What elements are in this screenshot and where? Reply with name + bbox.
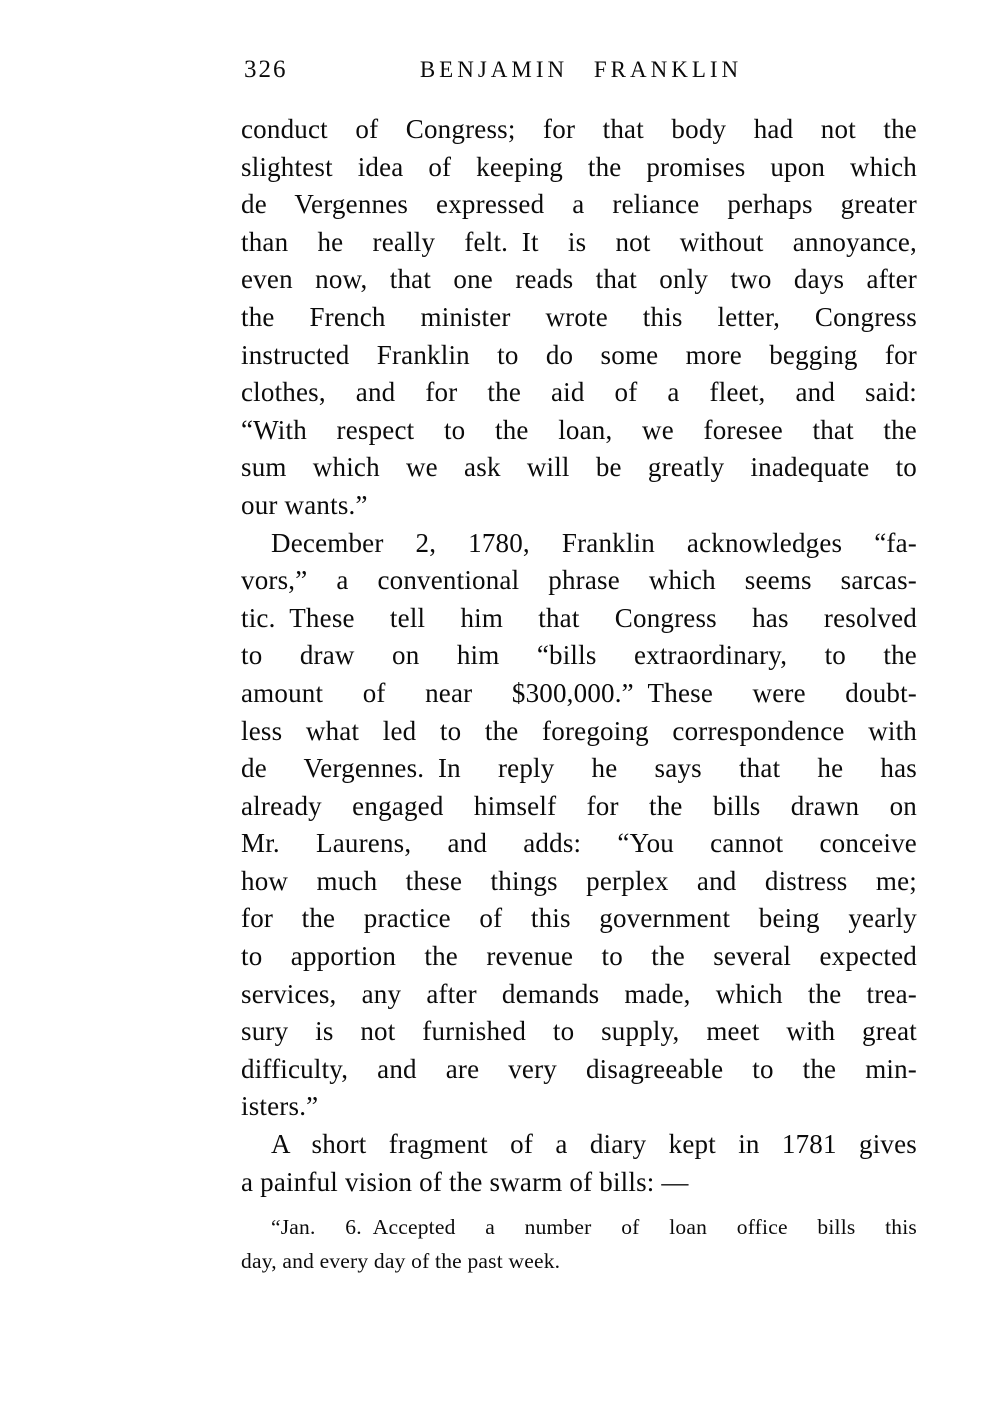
text-line: our wants.”: [241, 489, 368, 520]
text-line: the French minister wrote this letter, Congress: [241, 301, 917, 332]
text-line: amount of near $300,000.” These were doubt-: [241, 677, 917, 708]
text-line: instructed Franklin to do some more begging for: [241, 339, 917, 370]
text-line: A short fragment of a diary kept in 1781 gives: [271, 1129, 917, 1160]
text-line: than he really felt. It is not without annoyance,: [241, 226, 917, 257]
paragraph: [241, 1211, 917, 1278]
text-line: sum which we ask will be greatly inadequate to: [241, 452, 917, 483]
text-line: services, any after demands made, which the trea-: [241, 978, 917, 1009]
text-line: day, and every day of the past week.: [241, 1248, 561, 1273]
text-line: tic. These tell him that Congress has resolved: [241, 602, 917, 633]
text-line: difficulty, and are very disagreeable to the min-: [241, 1053, 917, 1084]
text-line: December 2, 1780, Franklin acknowledges “fa-: [271, 527, 917, 558]
text-line: for the practice of this government being yearly: [241, 903, 917, 934]
text-line: “Jan. 6. Accepted a number of loan office bills this: [271, 1215, 917, 1240]
text-line: “With respect to the loan, we foresee that the: [241, 414, 917, 445]
text-line: clothes, and for the aid of a fleet, and said:: [241, 377, 917, 408]
paragraph: [241, 111, 917, 525]
page-number: 326: [244, 56, 288, 83]
text-line: to apportion the revenue to the several expected: [241, 941, 917, 972]
text-line: Mr. Laurens, and adds: “You cannot conceive: [241, 828, 917, 859]
text-body: [241, 111, 917, 1278]
text-line: to draw on him “bills extraordinary, to the: [241, 640, 917, 671]
page-header: [243, 54, 919, 86]
text-line: conduct of Congress; for that body had not the: [241, 114, 917, 144]
text-line: isters.”: [241, 1091, 319, 1122]
text-line: even now, that one reads that only two days after: [241, 264, 917, 295]
text-line: vors,” a conventional phrase which seems sarcas-: [241, 565, 917, 596]
text-line: less what led to the foregoing correspondence with: [241, 715, 917, 746]
paragraph: [241, 1126, 917, 1201]
text-line: how much these things perplex and distress me;: [241, 865, 917, 896]
text-line: de Vergennes expressed a reliance perhaps greater: [241, 189, 917, 220]
paragraph: [241, 525, 917, 1127]
text-line: already engaged himself for the bills drawn on: [241, 790, 917, 821]
text-line: sury is not furnished to supply, meet with great: [241, 1016, 917, 1047]
text-line: a painful vision of the swarm of bills: —: [241, 1166, 689, 1197]
text-line: de Vergennes. In reply he says that he has: [241, 753, 917, 784]
text-line: slightest idea of keeping the promises upon which: [241, 151, 917, 182]
running-header-title: BENJAMIN FRANKLIN: [419, 57, 743, 82]
